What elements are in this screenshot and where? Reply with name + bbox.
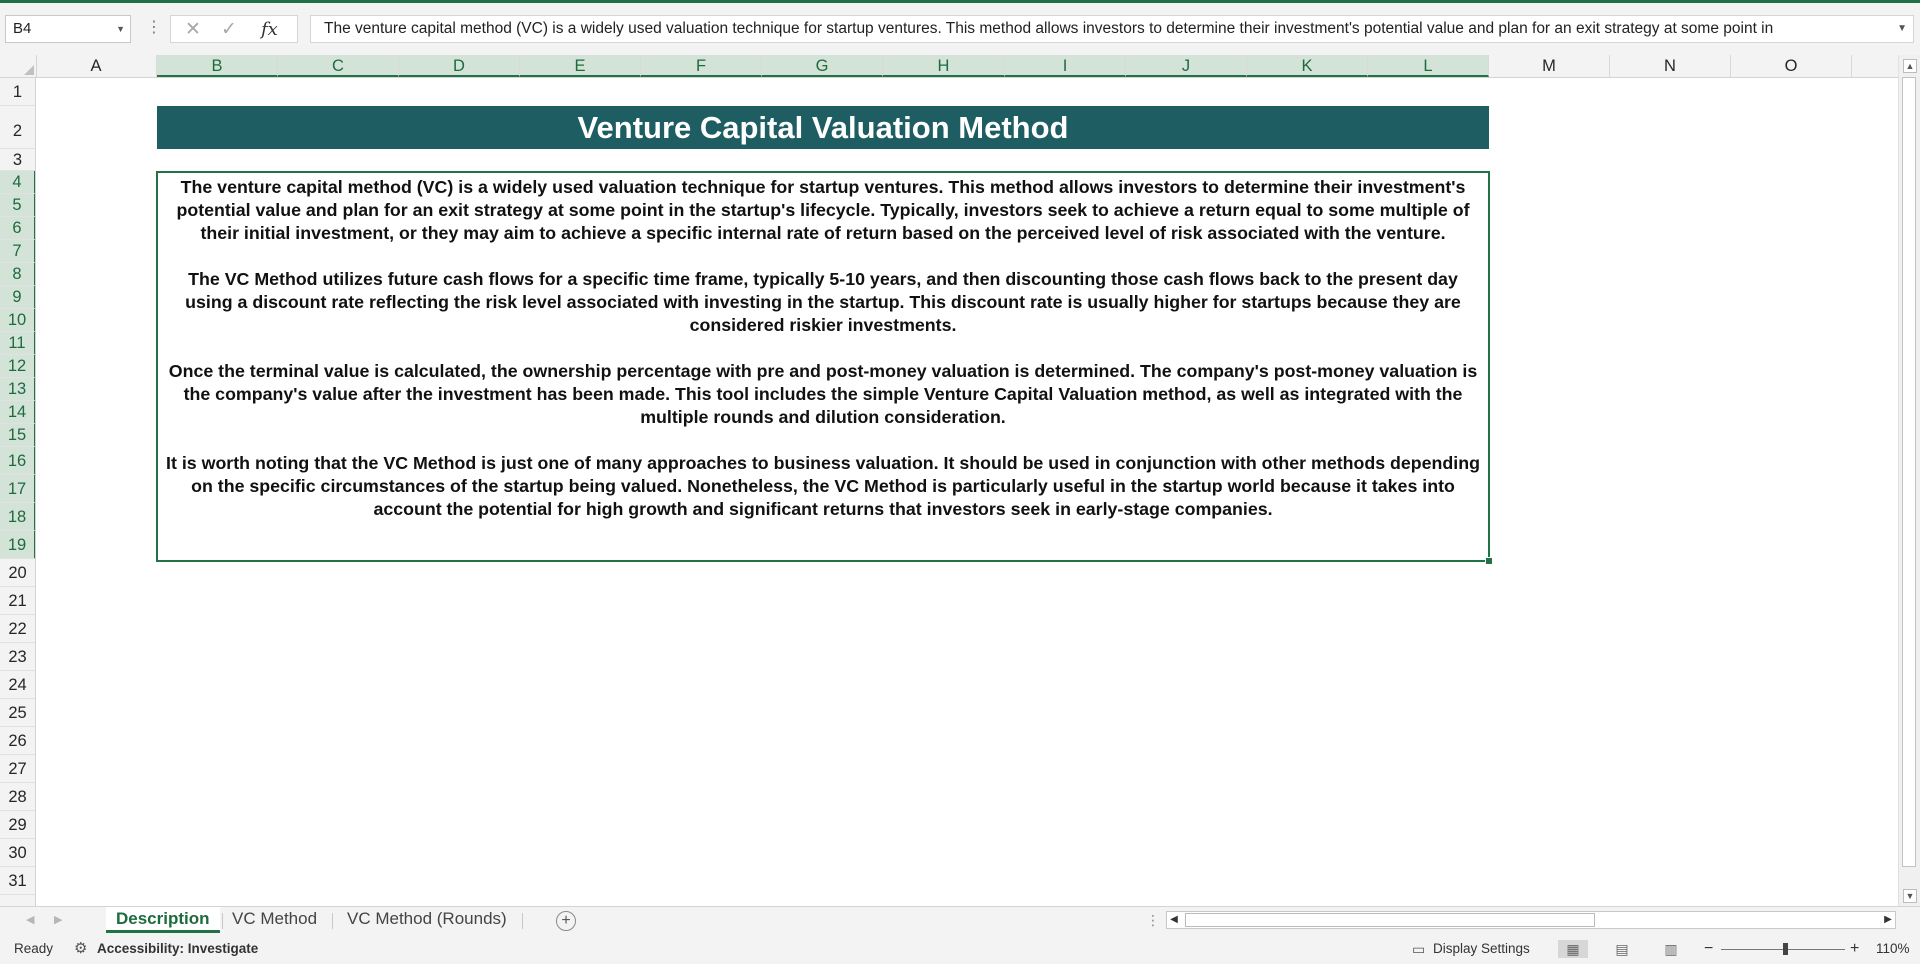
column-header-l[interactable]: L (1368, 55, 1489, 77)
description-cell[interactable] (156, 171, 1490, 562)
zoom-out-icon[interactable]: − (1704, 940, 1714, 957)
row-header[interactable]: 11 (0, 332, 36, 355)
name-box-value: B4 (13, 20, 32, 37)
vertical-scroll-thumb[interactable] (1902, 77, 1916, 867)
scroll-right-icon[interactable]: ▶ (1884, 914, 1892, 925)
description-paragraph: Once the terminal value is calculated, the ownership percentage with pre and post-money valuation is determined. The company's post-money valuation is the company's value after the investment has been made. This tool includes the simple Venture Capital Valuation method, as well as integrated with the multiple rounds and dilution consideration. (168, 361, 1478, 427)
tab-description[interactable]: Description (106, 907, 220, 933)
column-header-o[interactable]: O (1731, 55, 1852, 77)
column-header-k[interactable]: K (1247, 55, 1368, 77)
row-header[interactable]: 15 (0, 424, 36, 447)
column-header-j[interactable]: J (1126, 55, 1247, 77)
scroll-left-icon[interactable]: ◀ (1170, 914, 1178, 925)
horizontal-scroll-thumb[interactable] (1185, 913, 1595, 927)
page-layout-view-icon[interactable]: ▤ (1615, 941, 1629, 957)
column-header-c[interactable]: C (278, 55, 399, 77)
sheet-title[interactable]: Venture Capital Valuation Method (157, 106, 1489, 149)
status-ready: Ready (14, 941, 54, 956)
row-header[interactable]: 4 (0, 171, 36, 194)
zoom-level[interactable]: 110% (1876, 941, 1910, 956)
select-all-button[interactable] (0, 55, 37, 77)
accessibility-status[interactable]: Accessibility: Investigate (97, 941, 259, 956)
row-header[interactable]: 1 (0, 78, 35, 106)
tab-divider (522, 913, 523, 929)
row-header[interactable]: 12 (0, 355, 36, 378)
row-header[interactable]: 14 (0, 401, 36, 424)
zoom-in-icon[interactable]: + (1850, 940, 1860, 957)
column-header-e[interactable]: E (520, 55, 641, 77)
row-header[interactable]: 3 (0, 149, 35, 171)
tab-vc-method[interactable]: VC Method (232, 909, 318, 928)
tab-vc-method-rounds[interactable]: VC Method (Rounds) (347, 909, 507, 928)
formula-bar-grip-icon[interactable]: ⋮ (146, 19, 162, 36)
row-header[interactable]: 20 (0, 559, 35, 587)
row-header[interactable]: 8 (0, 263, 36, 286)
tab-divider (332, 913, 333, 929)
row-header[interactable]: 25 (0, 699, 35, 727)
row-header[interactable]: 30 (0, 839, 35, 867)
column-header-m[interactable]: M (1489, 55, 1610, 77)
row-header[interactable]: 26 (0, 727, 35, 755)
column-header-n[interactable]: N (1610, 55, 1731, 77)
status-bar (0, 934, 1920, 964)
enter-icon[interactable]: ✓ (221, 19, 237, 40)
row-header[interactable]: 10 (0, 309, 36, 332)
formula-bar (0, 3, 1920, 55)
row-header[interactable]: 19 (0, 531, 36, 559)
description-paragraph: The venture capital method (VC) is a widely used valuation technique for startup ventures. This method allows investors to determine their investment's potential value and plan for an exit strategy at some point in the startup's lifecycle. Typically, investors seek to achieve a return equal to some multiple of their initial investment, or they may aim to achieve a specific internal rate of return based on the perceived level of risk associated with the venture. (176, 177, 1470, 243)
zoom-slider-thumb[interactable] (1783, 943, 1788, 955)
tab-splitter-grip-icon[interactable]: ⋮ (1146, 912, 1160, 928)
column-header-a[interactable]: A (36, 55, 157, 77)
column-header-d[interactable]: D (399, 55, 520, 77)
scroll-down-icon[interactable]: ▼ (1903, 889, 1917, 903)
description-paragraph: It is worth noting that the VC Method is just one of many approaches to business valuation. It should be used in conjunction with other methods depending on the specific circumstances of the startup being valued. Nonetheless, the VC Method is particularly useful in the startup world because it takes into account the potential for high growth and significant returns that investors seek in early-stage companies. (166, 453, 1480, 519)
column-header-h[interactable]: H (883, 55, 1005, 77)
row-header[interactable]: 7 (0, 240, 36, 263)
formula-input[interactable] (310, 15, 1914, 43)
row-header[interactable]: 24 (0, 671, 35, 699)
column-header-f[interactable]: F (641, 55, 762, 77)
chevron-down-icon[interactable]: ▼ (116, 24, 125, 34)
column-header-b[interactable]: B (157, 55, 278, 77)
display-settings-icon[interactable]: ▭ (1412, 941, 1426, 957)
row-header[interactable]: 5 (0, 194, 36, 217)
row-header[interactable]: 13 (0, 378, 36, 401)
row-header[interactable]: 2 (0, 106, 35, 149)
row-header[interactable]: 17 (0, 475, 36, 503)
display-settings-button[interactable]: Display Settings (1433, 941, 1530, 956)
insert-function-icon[interactable]: fx (261, 19, 278, 40)
row-header[interactable]: 29 (0, 811, 35, 839)
page-break-preview-icon[interactable]: ▥ (1664, 941, 1678, 957)
normal-view-icon[interactable]: ▦ (1558, 940, 1588, 958)
column-headers (0, 55, 1898, 78)
column-header-i[interactable]: I (1005, 55, 1126, 77)
row-header[interactable]: 9 (0, 286, 36, 309)
row-headers (0, 78, 36, 906)
accessibility-icon[interactable]: ⚙ (74, 940, 88, 957)
next-sheet-icon[interactable]: ▶ (54, 914, 63, 926)
horizontal-scrollbar[interactable] (1166, 911, 1896, 929)
column-header-g[interactable]: G (762, 55, 883, 77)
fill-handle[interactable] (1485, 557, 1493, 565)
add-sheet-icon[interactable]: + (556, 911, 576, 931)
row-header[interactable]: 31 (0, 867, 35, 895)
name-box[interactable] (5, 15, 131, 43)
scroll-up-icon[interactable]: ▲ (1903, 59, 1917, 73)
row-header[interactable]: 23 (0, 643, 35, 671)
prev-sheet-icon[interactable]: ◀ (26, 914, 35, 926)
formula-buttons (170, 15, 298, 43)
row-header[interactable]: 22 (0, 615, 35, 643)
row-header[interactable]: 27 (0, 755, 35, 783)
row-header[interactable]: 28 (0, 783, 35, 811)
row-header[interactable]: 18 (0, 503, 36, 531)
row-header[interactable]: 6 (0, 217, 36, 240)
sheet-tabs-bar (0, 906, 1920, 934)
cancel-icon[interactable]: ✕ (185, 19, 201, 40)
formula-text: The venture capital method (VC) is a widely used valuation technique for startup ventures. This method allows investors to determine their investment's potential value and plan for an exit strategy at some point in (324, 20, 1774, 37)
expand-formula-icon[interactable]: ▼ (1893, 16, 1907, 42)
vertical-scrollbar[interactable] (1898, 55, 1920, 906)
row-header[interactable]: 16 (0, 447, 36, 475)
row-header[interactable]: 21 (0, 587, 35, 615)
description-paragraph: The VC Method utilizes future cash flows for a specific time frame, typically 5-10 years, and then discounting those cash flows back to the present day using a discount rate reflecting the risk level associated with investing in the startup. This discount rate is usually higher for startups because they are considered riskier investments. (185, 269, 1461, 335)
